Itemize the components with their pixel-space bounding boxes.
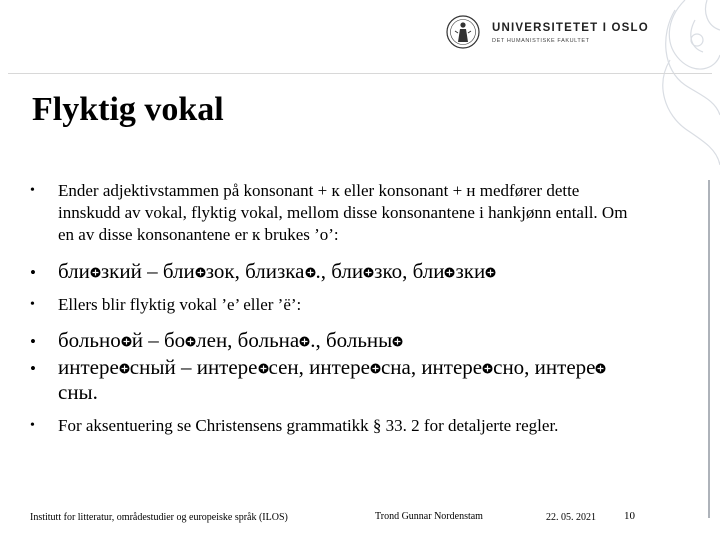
bullet-text-segment: зко, бли (374, 259, 445, 283)
bullet-dot: • (30, 418, 35, 433)
bullet-item (28, 355, 628, 405)
bullet-text-segment: сна, интере (380, 355, 483, 379)
university-name: UNIVERSITETET I OSLO (492, 22, 649, 34)
bullet-text-segment: больно (58, 328, 121, 352)
stress-mark-icon (120, 335, 133, 348)
stress-mark-icon (304, 266, 317, 279)
header-rule (8, 73, 712, 74)
stress-mark-icon (257, 362, 270, 375)
bullet-text-segment: бли (58, 259, 90, 283)
bullet-text-segment: сен, интере (268, 355, 370, 379)
bullet-text-segment: зки (455, 259, 486, 283)
bullet-text: Ender adjektivstammen på konsonant + к eller konsonant + н medfører dette innskudd av vokal, flyktig vokal, mellom disse konsonantene i hankjønn entall. Om en av disse konsonantene er к brukes ’о’: (58, 181, 628, 244)
footer-author: Trond Gunnar Nordenstam (375, 511, 483, 522)
bullet-text-segment: зкий – бли (100, 259, 195, 283)
slide-title: Flyktig vokal (32, 91, 224, 128)
bullet-item (28, 259, 628, 284)
bullet-text-segment: сны. (58, 380, 98, 404)
bullet-text: Ellers blir flyktig vokal ’е’ eller ’ё’: (58, 295, 302, 314)
stress-mark-icon (362, 266, 375, 279)
stress-mark-icon (89, 266, 102, 279)
footer-date: 22. 05. 2021 (546, 512, 596, 523)
side-rule (708, 180, 710, 518)
stress-mark-icon (481, 362, 494, 375)
bullet-text-segment: й – бо (131, 328, 186, 352)
bullet-text-segment: сный – интере (129, 355, 258, 379)
bullet-item (28, 294, 628, 316)
bullet-dot: • (30, 183, 35, 198)
bullet-text-segment: ., бли (315, 259, 364, 283)
stress-mark-icon (443, 266, 456, 279)
bullet-item (28, 328, 628, 353)
faculty-name: DET HUMANISTISKE FAKULTET (492, 38, 590, 44)
university-logo (446, 14, 649, 54)
page-number: 10 (624, 510, 635, 522)
bullet-dot: • (30, 332, 36, 351)
stress-mark-icon (184, 335, 197, 348)
bullet-text: For aksentuering se Christensens grammatikk § 33. 2 for detaljerte regler. (58, 416, 559, 435)
stress-mark-icon (484, 266, 497, 279)
footer-institute: Institutt for litteratur, områdestudier og europeiske språk (ILOS) (30, 512, 288, 523)
bullet-dot: • (30, 263, 36, 282)
stress-mark-icon (194, 266, 207, 279)
decorative-figure-graphic (625, 0, 720, 170)
bullet-item (28, 415, 628, 437)
bullet-text-segment: ., больны (310, 328, 393, 352)
stress-mark-icon (369, 362, 382, 375)
bullet-dot: • (30, 359, 36, 378)
stress-mark-icon (391, 335, 404, 348)
bullet-text-segment: сно, интере (493, 355, 596, 379)
bullet-text-segment: лен, больна (196, 328, 300, 352)
bullet-text-segment: интере (58, 355, 119, 379)
stress-mark-icon (594, 362, 607, 375)
bullet-text-segment: зок, близка (205, 259, 305, 283)
bullet-dot: • (30, 297, 35, 312)
stress-mark-icon (298, 335, 311, 348)
university-seal-icon (446, 14, 480, 50)
bullet-item (28, 180, 628, 246)
stress-mark-icon (118, 362, 131, 375)
bullet-list (28, 180, 628, 437)
